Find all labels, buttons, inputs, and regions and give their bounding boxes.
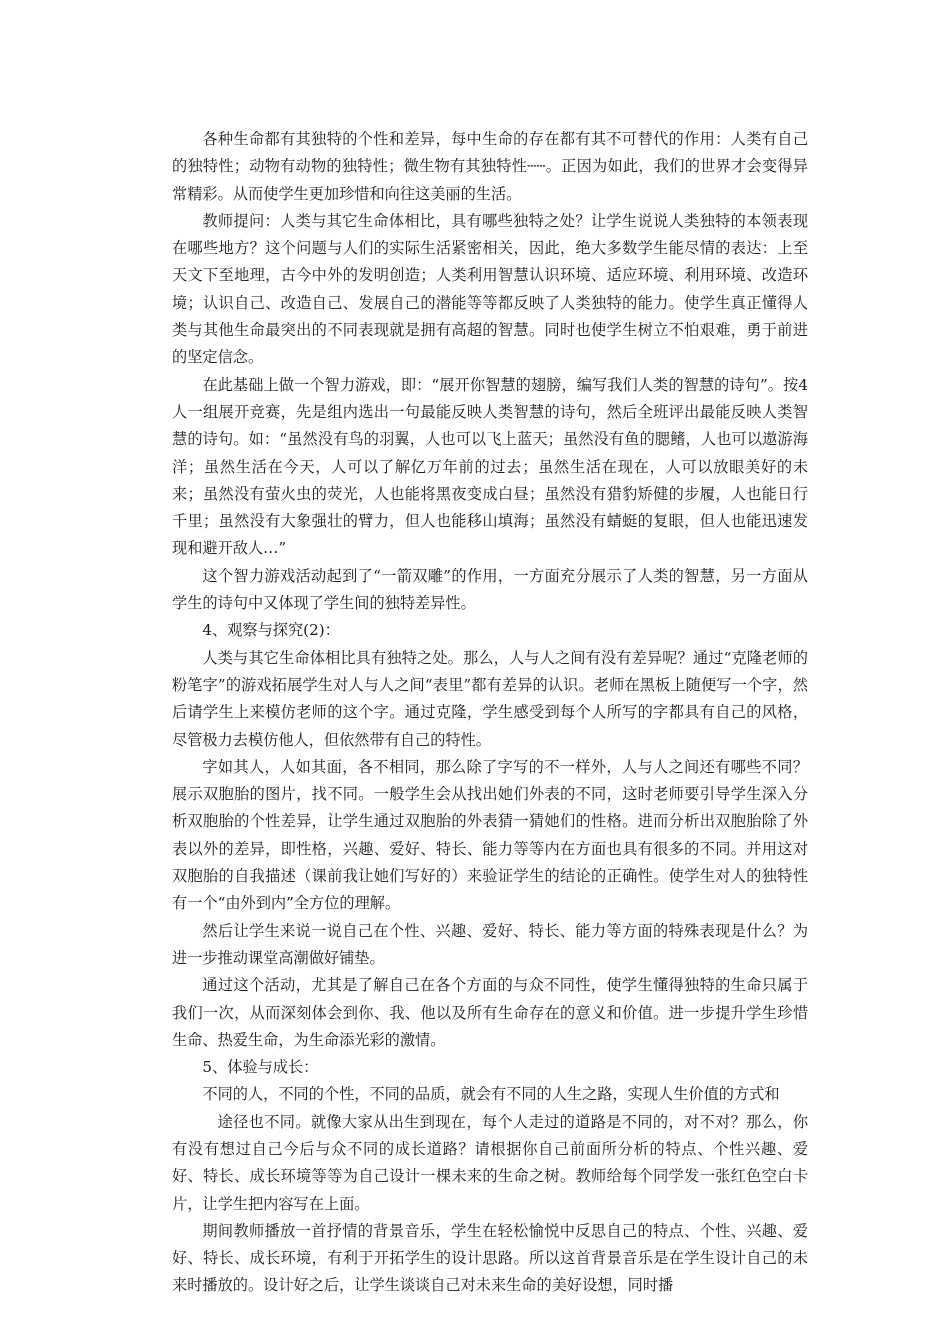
section-heading: 4、观察与探究(2)： [202, 621, 340, 640]
section-heading: 5、体验与成长： [202, 1058, 319, 1077]
paragraph: 各种生命都有其独特的个性和差异，每中生命的存在都有其不可替代的作用：人类有自己的独特性；动物有动物的独特性；微生物有其独特性┄┄。正因为如此，我们的世界才会变得异常精彩。从而使学生更加珍惜和向往这美丽的生活。 [172, 130, 808, 203]
paragraph: 这个智力游戏活动起到了“一箭双雕”的作用，一方面充分展示了人类的智慧，另一方面从学生的诗句中又体现了学生间的独特差异性。 [172, 566, 808, 613]
paragraph: 教师提问：人类与其它生命体相比，具有哪些独特之处？让学生说说人类独特的本领表现在哪些地方？这个问题与人们的实际生活紧密相关，因此，绝大多数学生能尽情的表达：上至天文下至地理，古今中外的发明创造；人类利用智慧认识环境、适应环境、利用环境、改造环境；认识自己、改造自己、发展自己的潜能等等都反映了人类独特的能力。使学生真正懂得人类与其他生命最突出的不同表现就是拥有高超的智慧。同时也使学生树立不怕艰难，勇于前进的坚定信念。 [172, 211, 808, 367]
paragraph: 通过这个活动，尤其是了解自己在各个方面的与众不同性，使学生懂得独特的生命只属于我们一次，从而深刻体会到你、我、他以及所有生命存在的意义和价值。进一步提升学生珍惜生命、热爱生命，为生命添光彩的激情。 [172, 976, 808, 1049]
paragraph: 不同的人，不同的个性，不同的品质，就会有不同的人生之路，实现人生价值的方式和 [202, 1085, 780, 1104]
document-body [172, 126, 808, 1300]
paragraph: 然后让学生来说一说自己在个性、兴趣、爱好、特长、能力等方面的特殊表现是什么？为进一步推动课堂高潮做好铺垫。 [172, 921, 808, 967]
paragraph: 人类与其它生命体相比具有独特之处。那么，人与人之间有没有差异呢？通过“克隆老师的粉笔字”的游戏拓展学生对人与人之间“表里”都有差异的认识。老师在黑板上随便写一个字，然后请学生上来模仿老师的这个字。通过克隆，学生感受到每个人所写的字都具有自己的风格，尽管极力去模仿他人，但依然带有自己的特性。 [172, 648, 808, 749]
paragraph: 途径也不同。就像大家从出生到现在，每个人走过的道路是不同的，对不对？那么，你有没有想过自己今后与众不同的成长道路？请根据你自己前面所分析的特点、个性兴趣、爱好、特长、成长环境等等为自己设计一棵未来的生命之树。教师给每个同学发一张红色空白卡片，让学生把内容写在上面。 [172, 1112, 808, 1213]
paragraph: 字如其人，人如其面，各不相同，那么除了字写的不一样外，人与人之间还有哪些不同？展示双胞胎的图片，找不同。一般学生会从找出她们外表的不同，这时老师要引导学生深入分析双胞胎的个性差异，让学生通过双胞胎的外表猜一猜她们的性格。进而分析出双胞胎除了外表以外的差异，即性格，兴趣、爱好、特长、能力等等内在方面也具有很多的不同。并用这对双胞胎的自我描述（课前我让她们写好的）来验证学生的结论的正确性。使学生对人的独特性有一个“由外到内”全方位的理解。 [172, 757, 808, 913]
paragraph: 期间教师播放一首抒情的背景音乐，学生在轻松愉悦中反思自己的特点、个性、兴趣、爱好、特长、成长环境，有利于开拓学生的设计思路。所以这首背景音乐是在学生设计自己的未来时播放的。设计好之后，让学生谈谈自己对未来生命的美好设想，同时播 [172, 1221, 808, 1295]
paragraph: 在此基础上做一个智力游戏，即：“展开你智慧的翅膀，编写我们人类的智慧的诗句”。按4人一组展开竞赛，先是组内选出一句最能反映人类智慧的诗句，然后全班评出最能反映人类智慧的诗句。如：“虽然没有鸟的羽翼，人也可以飞上蓝天；虽然没有鱼的腮鳍，人也可以遨游海洋；虽然生活在今天，人可以了解亿万年前的过去；虽然生活在现在，人可以放眼美好的未来；虽然没有萤火虫的荧光，人也能将黑夜变成白昼；虽然没有猎豹矫健的步履，人也能日行千里；虽然没有大象强壮的臂力，但人也能移山填海；虽然没有蜻蜓的复眼，但人也能迅速发现和避开敌人…” [172, 375, 808, 558]
